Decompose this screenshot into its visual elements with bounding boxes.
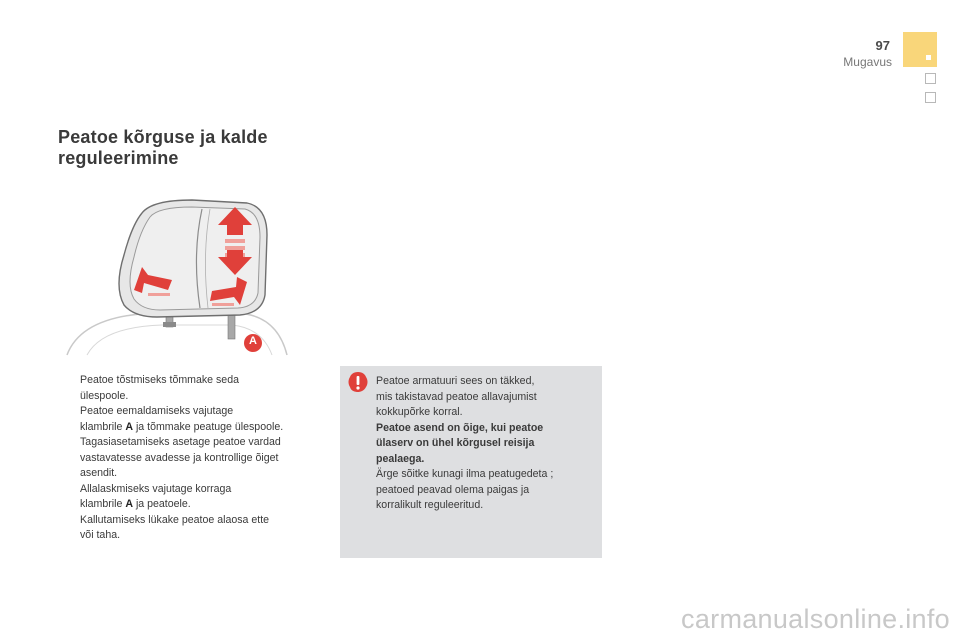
step-text: klambrile (80, 498, 126, 510)
button-ref: A (125, 498, 133, 510)
notice-text (376, 374, 590, 514)
warning-icon (347, 371, 369, 393)
section-name: Mugavus (843, 55, 892, 69)
notice-line: peatoed peavad olema paigas ja (376, 483, 530, 496)
notice-line: mis takistavad peatoe allavajumist (376, 390, 537, 403)
step-text: asendit. (80, 467, 118, 479)
step-text: või taha. (80, 529, 121, 541)
list-item (60, 513, 330, 544)
watermark: carmanualsonline.info (681, 604, 950, 634)
notice-line-bold: pealaega. (376, 452, 425, 465)
list-item (60, 404, 330, 435)
chapter-tab-active[interactable] (903, 32, 937, 67)
step-text: Peatoe tõstmiseks tõmmake seda (80, 374, 239, 386)
headrest-illustration (62, 195, 292, 360)
step-text: ülespoole. (80, 389, 129, 402)
step-text: Allalaskmiseks vajutage korraga (80, 482, 232, 495)
step-text: Peatoe eemaldamiseks vajutage (80, 405, 234, 417)
notice-line-bold: ülaserv on ühel kõrgusel reisija (376, 437, 535, 449)
notice-line: korralikult reguleeritud. (376, 499, 484, 511)
title-line: Peatoe kõrguse ja kalde (58, 127, 268, 147)
title-line: reguleerimine (58, 148, 179, 168)
instruction-list (60, 373, 330, 544)
chapter-tab[interactable] (925, 92, 936, 103)
list-item (60, 373, 330, 404)
list-item (60, 435, 330, 482)
button-ref: A (125, 420, 133, 433)
page-number: 97 (875, 38, 890, 53)
step-text: ja tõmmake peatuge ülespoole. (133, 420, 284, 433)
notice-line: Peatoe armatuuri sees on täkked, (376, 375, 535, 387)
tab-marker (926, 55, 931, 60)
step-text: Kallutamiseks lükake peatoe alaosa ette (80, 513, 270, 526)
chapter-tab[interactable] (925, 73, 936, 84)
warning-box (340, 366, 602, 558)
list-item (60, 482, 330, 513)
notice-line: Ärge sõitke kunagi ilma peatugedeta ; (376, 468, 554, 480)
step-text: ja peatoele. (133, 498, 191, 510)
button-label-a: A (249, 335, 257, 347)
step-text: Tagasiasetamiseks asetage peatoe vardad (80, 436, 281, 448)
page-title (58, 127, 268, 169)
notice-line-bold: Peatoe asend on õige, kui peatoe (376, 421, 544, 434)
step-text: klambrile (80, 420, 126, 433)
step-text: vastavatesse avadesse ja kontrollige õiget (80, 451, 279, 464)
notice-line: kokkupõrke korral. (376, 406, 463, 418)
